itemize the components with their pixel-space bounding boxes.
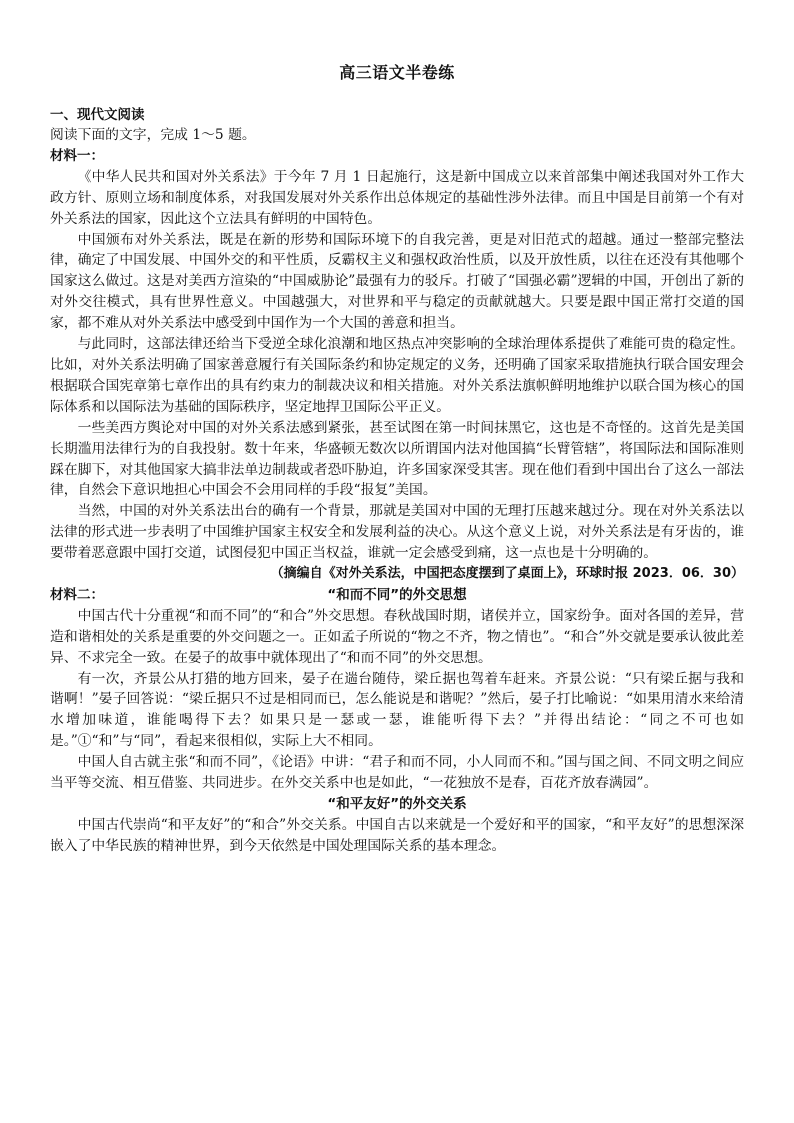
- material-1-paragraph: 中国颁布对外关系法，既是在新的形势和国际环境下的自我完善，更是对旧范式的超越。通过一整部完整法律，确定了中国发展、中国外交的和平性质，反霸权主义和强权政治性质，以及开放性质，以往在还没有其他哪个国家这么做过。这是对美西方渲染的“中国威胁论”最强有力的驳斥。打破了“国强必霸”逻辑的中国，开创出了新的对外交往模式，具有世界性意义。中国越强大，对世界和平与稳定的贡献就越大。只要是跟中国正常打交道的国家，都不难从对外关系法中感受到中国作为一个大国的善意和担当。: [50, 231, 744, 332]
- material-2-paragraph: 有一次，齐景公从打猎的地方回来，晏子在遄台随侍，梁丘据也驾着车赶来。齐景公说：“只有梁丘据与我和谐啊！”晏子回答说：“梁丘据只不过是相同而已，怎么能说是和谐呢？”然后，晏子打比喻说：“如果用清水来给清水增加味道，谁能喝得下去？如果只是一瑟或一瑟，谁能听得下去？”并得出结论：“同之不可也如是。”①“和”与“同”，看起来很相似，实际上大不相同。: [50, 670, 744, 750]
- material-2-paragraph: 中国古代十分重视“和而不同”的“和合”外交思想。春秋战国时期，诸侯并立，国家纷争。面对各国的差异，营造和谐相处的关系是重要的外交问题之一。正如孟子所说的“物之不齐，物之情也”。“和合”外交就是要承认彼此差异、不求完全一致。在晏子的故事中就体现出了“和而不同”的外交思想。: [50, 607, 744, 666]
- material-2-paragraph: 中国人自古就主张“和而不同”，《论语》中讲：“君子和而不同，小人同而不和。”国与国之间、不同文明之间应当平等交流、相互借鉴、共同进步。在外交关系中也是如此，“一花独放不是春，百花齐放春满园”。: [50, 754, 744, 792]
- material-2-subtitle-2: “和平友好”的外交关系: [327, 795, 467, 812]
- section-heading: 一、现代文阅读: [50, 107, 145, 123]
- material-2-paragraph: 中国古代崇尚“和平友好”的“和合”外交关系。中国自古以来就是一个爱好和平的国家，“和平友好”的思想深深嵌入了中华民族的精神世界，到今天依然是中国处理国际关系的基本理念。: [50, 816, 744, 854]
- material-1-paragraph: 《中华人民共和国对外关系法》于今年 7 月 1 日起施行，这是新中国成立以来首部集中阐述我国对外工作大政方针、原则立场和制度体系，对我国发展对外关系作出总体规定的基础性涉外法律。而且中国是目前第一个有对外关系法的国家，因此这个立法具有鲜明的中国特色。: [50, 168, 744, 227]
- material-1-paragraph: 一些美西方舆论对中国的对外关系法感到紧张，甚至试图在第一时间抹黑它，这也是不奇怪的。这首先是美国长期滥用法律行为的自我投射。数十年来，华盛顿无数次以所谓国内法对他国搞“长臂管辖”，将国际法和国际准则踩在脚下，对其他国家大搞非法单边制裁或者恐吓胁迫，许多国家深受其害。现在他们看到中国出台了这么一部法律，自然会下意识地担心中国会不会用同样的手段“报复”美国。: [50, 419, 744, 499]
- instruction-text: 阅读下面的文字，完成 1～5 题。: [50, 127, 256, 143]
- material-1-label: 材料一：: [50, 147, 104, 164]
- material-2-subtitle-1: “和而不同”的外交思想: [327, 586, 467, 603]
- page-title: 高三语文半卷练: [339, 63, 455, 82]
- document-page: [50, 60, 744, 857]
- material-2-header: [50, 585, 744, 606]
- material-1-paragraph: 当然，中国的对外关系法出台的确有一个背景，那就是美国对中国的无理打压越来越过分。现在对外关系法以法律的形式进一步表明了中国维护国家主权安全和发展利益的决心。从这个意义上说，对外关系法是有牙齿的，谁要带着恶意跟中国打交道，试图侵犯中国正当权益，谁就一定会感受到痛，这一点也是十分明确的。: [50, 503, 744, 562]
- material-2-label: 材料二：: [50, 586, 104, 603]
- material-1-source: （摘编自《对外关系法，中国把态度摆到了桌面上》，环球时报 2023．06．30）: [270, 566, 744, 582]
- material-1-paragraph: 与此同时，这部法律还给当下受逆全球化浪潮和地区热点冲突影响的全球治理体系提供了难能可贵的稳定性。比如，对外关系法明确了国家善意履行有关国际条约和协定规定的义务，还明确了国家采取措施执行联合国安理会根据联合国宪章第七章作出的具有约束力的制裁决议和相关措施。对外关系法旗帜鲜明地维护以联合国为核心的国际体系和以国际法为基础的国际秩序，坚定地捍卫国际公平正义。: [50, 336, 744, 415]
